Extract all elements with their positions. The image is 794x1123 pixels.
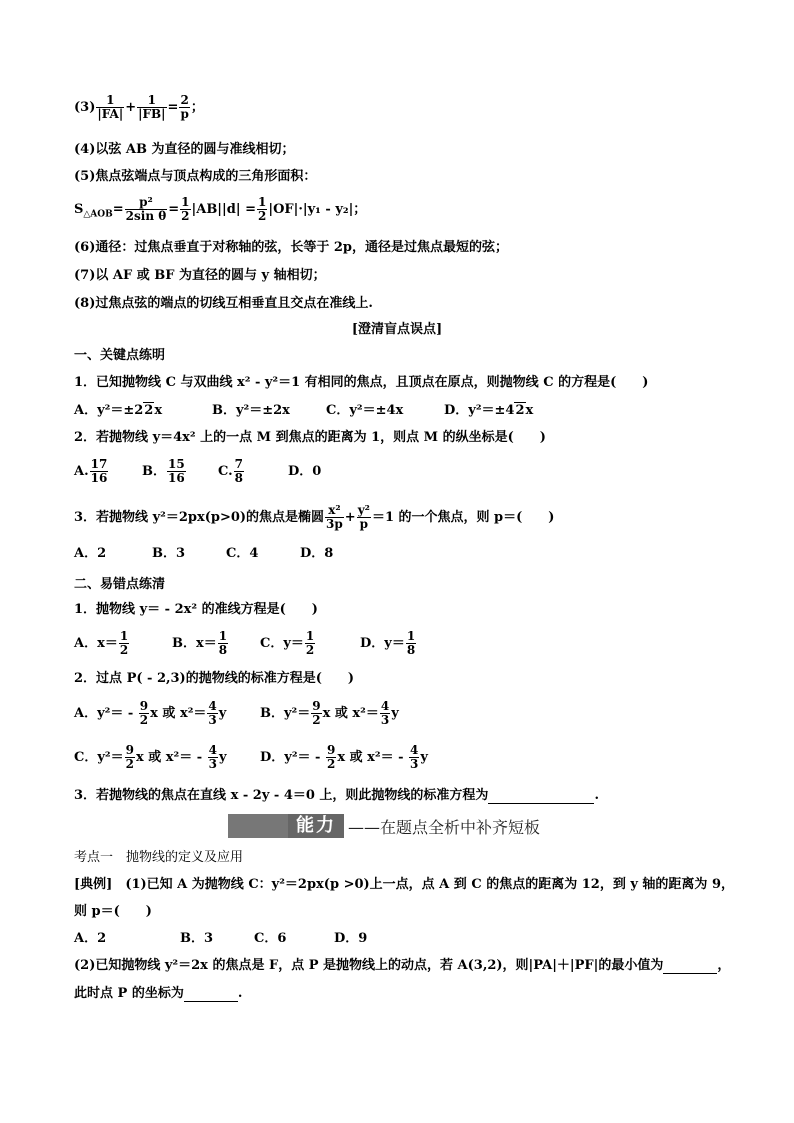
option-d: D．8 — [300, 546, 334, 561]
fraction: $\frac{1}{2}$ — [181, 195, 190, 223]
p2-q2-options-cd — [74, 744, 428, 771]
p1-q2-stem: 2．若抛物线 y＝4x² 上的一点 M 到焦点的距离为 1，则点 M 的纵坐标是( ) — [74, 430, 546, 445]
fraction: $\frac{2}{p}$ — [180, 93, 189, 121]
option-c: C．y＝ $\frac{1}{2}$ — [260, 629, 315, 657]
property-6: (6)通径：过焦点垂直于对称轴的弦，长等于 2p，通径是过焦点最短的弦； — [74, 240, 509, 255]
sqrt-icon: 2 — [144, 403, 154, 418]
fraction: $\frac{9}{2}$ — [139, 699, 149, 727]
example2-line1: (2)已知抛物线 y²＝2x 的焦点是 F，点 P 是抛物线上的动点，若 A(3,2)，则|PA|＋|PF|的最小值为 ， — [74, 958, 731, 973]
sqrt-icon: 2 — [515, 403, 525, 418]
option-b: B． $\frac{15}{16}$ — [142, 457, 185, 485]
fraction: $\frac{\text{y²}}{p}$ — [357, 503, 370, 531]
option-b: B．3 — [152, 546, 186, 561]
p1-q1-stem: 1．已知抛物线 C 与双曲线 x² - y²＝1 有相同的焦点，且顶点在原点，则抛物线 C 的方程是( ) — [74, 375, 649, 390]
fraction: $\frac{9}{2}$ — [312, 699, 321, 727]
answer-blank[interactable] — [488, 789, 594, 804]
option-a: A．y²＝ - $\frac{9}{2}$ x 或 x²＝ $\frac{4}{3}$ y — [74, 699, 227, 727]
option-d: D．9 — [334, 931, 368, 946]
option-c: C. $\frac{7}{8}$ — [218, 457, 244, 485]
p1-q2-options — [74, 458, 321, 485]
kaodian-title: 考点一 抛物线的定义及应用 — [74, 850, 244, 865]
option-b: B．3 — [180, 931, 214, 946]
fraction: $\frac{15}{16}$ — [168, 457, 185, 485]
section-title: [澄清盲点误点] — [351, 322, 443, 337]
p2-q1-stem: 1．抛物线 y＝ - 2x² 的准线方程是( ) — [74, 602, 318, 617]
option-b: B．y²＝±2x — [212, 403, 290, 418]
example1-line1: [典例] (1)已知 A 为抛物线 C：y²＝2px(p >0)上一点，点 A 到 C 的焦点的距离为 12，到 y 轴的距离为 9， — [74, 877, 734, 892]
example1-options — [74, 931, 367, 947]
p2-q1-options — [74, 630, 417, 657]
fraction: $\frac{1}{2}$ — [258, 195, 267, 223]
option-d: D．y²＝±42x — [444, 403, 534, 418]
property-7: (7)以 AF 或 BF 为直径的圆与 y 轴相切； — [74, 268, 326, 283]
fraction: $\frac{\text{x²}}{3p}$ — [326, 503, 343, 531]
ability-banner — [228, 814, 540, 838]
fraction: $\frac{1}{|FA|}$ — [97, 93, 124, 121]
fraction: $\frac{\text{p²}}{\text{2sin θ}}$ — [125, 195, 167, 223]
option-a: A．x＝ $\frac{1}{2}$ — [74, 629, 129, 657]
fraction: $\frac{9}{2}$ — [326, 743, 336, 771]
property-5: (5)焦点弦端点与顶点构成的三角形面积： — [74, 169, 317, 184]
fraction: $\frac{4}{3}$ — [410, 743, 419, 771]
p2-q2-stem: 2．过点 P( - 2,3)的抛物线的标准方程是( ) — [74, 671, 355, 686]
option-d: D．0 — [288, 464, 322, 479]
p1-q3-stem: 3．若抛物线 y²＝2px(p>0)的焦点是椭圆 $\frac{\text{x²}}{3p}$ + $\frac{\text{y²}}{p}$ ＝1 的一个焦点，则 p＝( ) — [74, 503, 555, 531]
option-a: A．2 — [74, 546, 107, 561]
answer-blank[interactable] — [663, 959, 717, 974]
option-c: C．y²＝ $\frac{9}{2}$ x 或 x²＝ - $\frac{4}{3}$ y — [74, 743, 227, 771]
option-a: A．y²＝±22x — [74, 403, 163, 418]
p2-q3-stem: 3．若抛物线的焦点在直线 x - 2y - 4＝0 上，则此抛物线的标准方程为 . — [74, 788, 599, 803]
option-b: B．y²＝ $\frac{9}{2}$ x 或 x²＝ $\frac{4}{3}$ y — [260, 699, 399, 727]
answer-blank[interactable] — [184, 987, 238, 1002]
fraction: $\frac{1}{8}$ — [218, 629, 228, 657]
fraction: $\frac{4}{3}$ — [380, 699, 390, 727]
banner-subtitle: ——在题点全析中补齐短板 — [348, 817, 541, 837]
option-c: C．y²＝±4x — [326, 403, 404, 418]
option-c: C．6 — [254, 931, 287, 946]
p2-q2-options-ab — [74, 700, 399, 727]
fraction: $\frac{1}{|FB|}$ — [138, 93, 166, 121]
option-d: D．y²＝ - $\frac{9}{2}$ x 或 x²＝ - $\frac{4}{3}$ y — [260, 743, 428, 771]
fraction: $\frac{1}{8}$ — [406, 629, 416, 657]
option-a: A. $\frac{17}{16}$ — [74, 457, 108, 485]
p1-q3-options — [74, 546, 333, 562]
fraction: $\frac{1}{2}$ — [305, 629, 315, 657]
example1-line2: 则 p＝( ) — [74, 904, 152, 919]
property-8: (8)过焦点弦的端点的切线互相垂直且交点在准线上. — [74, 296, 373, 311]
option-d: D．y＝ $\frac{1}{8}$ — [360, 629, 416, 657]
fraction: $\frac{17}{16}$ — [90, 457, 108, 485]
fraction: $\frac{4}{3}$ — [208, 743, 218, 771]
banner-bar — [228, 814, 288, 838]
option-b: B．x＝ $\frac{1}{8}$ — [172, 629, 228, 657]
fraction: $\frac{4}{3}$ — [208, 699, 217, 727]
banner-label: 能力 — [288, 814, 344, 838]
fraction: $\frac{7}{8}$ — [234, 457, 244, 485]
fraction: $\frac{1}{2}$ — [119, 629, 129, 657]
example2-line2: 此时点 P 的坐标为 . — [74, 986, 243, 1001]
part2-heading: 二、易错点练清 — [74, 577, 166, 592]
property-3: (3) $\frac{1}{|FA|}$ + $\frac{1}{|FB|}$ = $\frac{2}{p}$ ； — [74, 93, 204, 121]
property-4: (4)以弦 AB 为直径的圆与准线相切； — [74, 142, 295, 157]
fraction: $\frac{9}{2}$ — [125, 743, 134, 771]
option-a: A．2 — [74, 931, 107, 946]
area-formula: $S_{\triangle AOB}=$ $\frac{\text{p²}}{\text{2sin θ}}$ = $\frac{1}{2}$ |AB||d| = $\frac{1}{2}$ |OF|·|y₁ - y₂|； — [74, 195, 367, 223]
p1-q1-options — [74, 402, 533, 419]
option-c: C．4 — [226, 546, 259, 561]
part1-heading: 一、关键点练明 — [74, 348, 166, 363]
